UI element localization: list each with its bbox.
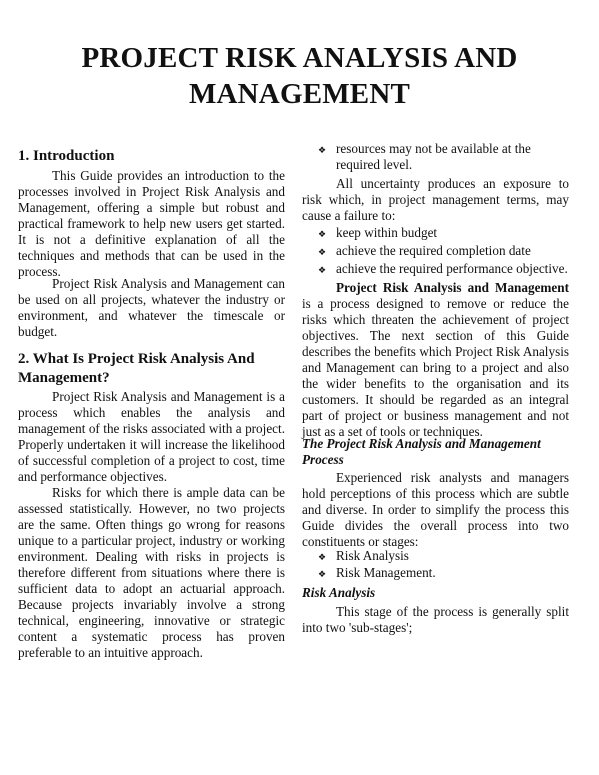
diamond-bullet-icon: ❖ [318, 247, 327, 257]
bullet-text: Risk Analysis [336, 548, 409, 563]
diamond-bullet-icon: ❖ [318, 145, 327, 155]
bullet-text: achieve the required completion date [336, 243, 531, 258]
paragraph-intro-1: This Guide provides an introduction to the processes involved in Project Risk Analysis and Management, offering a simple but robust and practical framework to help new users get started. It is not a definitive explanation of all the techniques and methods that can be used in the process. [18, 168, 285, 279]
bold-term: Project Risk Analysis and Management [336, 280, 569, 295]
paragraph-what-is-2: Risks for which there is ample data can be assessed statistically. However, no two projects are the same. Often things go wrong for reasons unique to a particular project, industry or working environment. Dealing with risks in projects is therefore different from situations where there is sufficient data to adopt an actuarial approach. Because projects invariably involve a strong technical, engineering, innovative or strategic content a systematic process has proven preferable to an intuitive approach. [18, 485, 285, 660]
diamond-bullet-icon: ❖ [318, 569, 327, 579]
paragraph-uncertainty: All uncertainty produces an exposure to risk which, in project management terms, may cause a failure to: [302, 176, 569, 223]
subheading-process: The Project Risk Analysis and Management Process [302, 436, 541, 467]
subheading-risk-analysis: Risk Analysis [302, 585, 376, 600]
bullet-text: keep within budget [336, 225, 438, 240]
diamond-bullet-icon: ❖ [318, 229, 327, 239]
paragraph-definition-text: is a process designed to remove or reduce the risks which threaten the achievement of project objectives. The next section of this Guide describes the benefits which Project Risk Analysis and Management can bring to a project and also the wider benefits to the organisation and its customers. It should be regarded as an integral part of project or business management and not just as a set of tools or techniques. [302, 296, 569, 439]
paragraph-intro-2: Project Risk Analysis and Management can be used on all projects, whatever the industry or environment, and whatever the timescale or budget. [18, 276, 285, 339]
title-line-1: PROJECT RISK ANALYSIS AND [81, 42, 518, 74]
bullet-text: Risk Management. [336, 565, 436, 580]
section-heading-what-is: 2. What Is Project Risk Analysis And Management? [18, 351, 255, 386]
diamond-bullet-icon: ❖ [318, 552, 327, 562]
paragraph-definition [302, 280, 569, 440]
title-line-2: MANAGEMENT [188, 78, 411, 110]
bullet-text: achieve the required performance objective. [336, 261, 568, 276]
paragraph-what-is-1: Project Risk Analysis and Management is a process which enables the analysis and management of the risks associated with a project. Properly undertaken it will increase the likelihood of successful completion of a project to cost, time and performance objectives. [18, 389, 285, 484]
diamond-bullet-icon: ❖ [318, 265, 327, 275]
bullet-text: resources may not be available at the required level. [336, 141, 531, 172]
document-title [0, 40, 599, 112]
section-heading-introduction: 1. Introduction [18, 148, 115, 164]
paragraph-process: Experienced risk analysts and managers hold perceptions of this process which are subtle and diverse. In order to simplify the process this Guide divides the overall process into two constituents or stages: [302, 470, 569, 549]
paragraph-risk-analysis: This stage of the process is generally split into two 'sub-stages'; [302, 604, 569, 635]
